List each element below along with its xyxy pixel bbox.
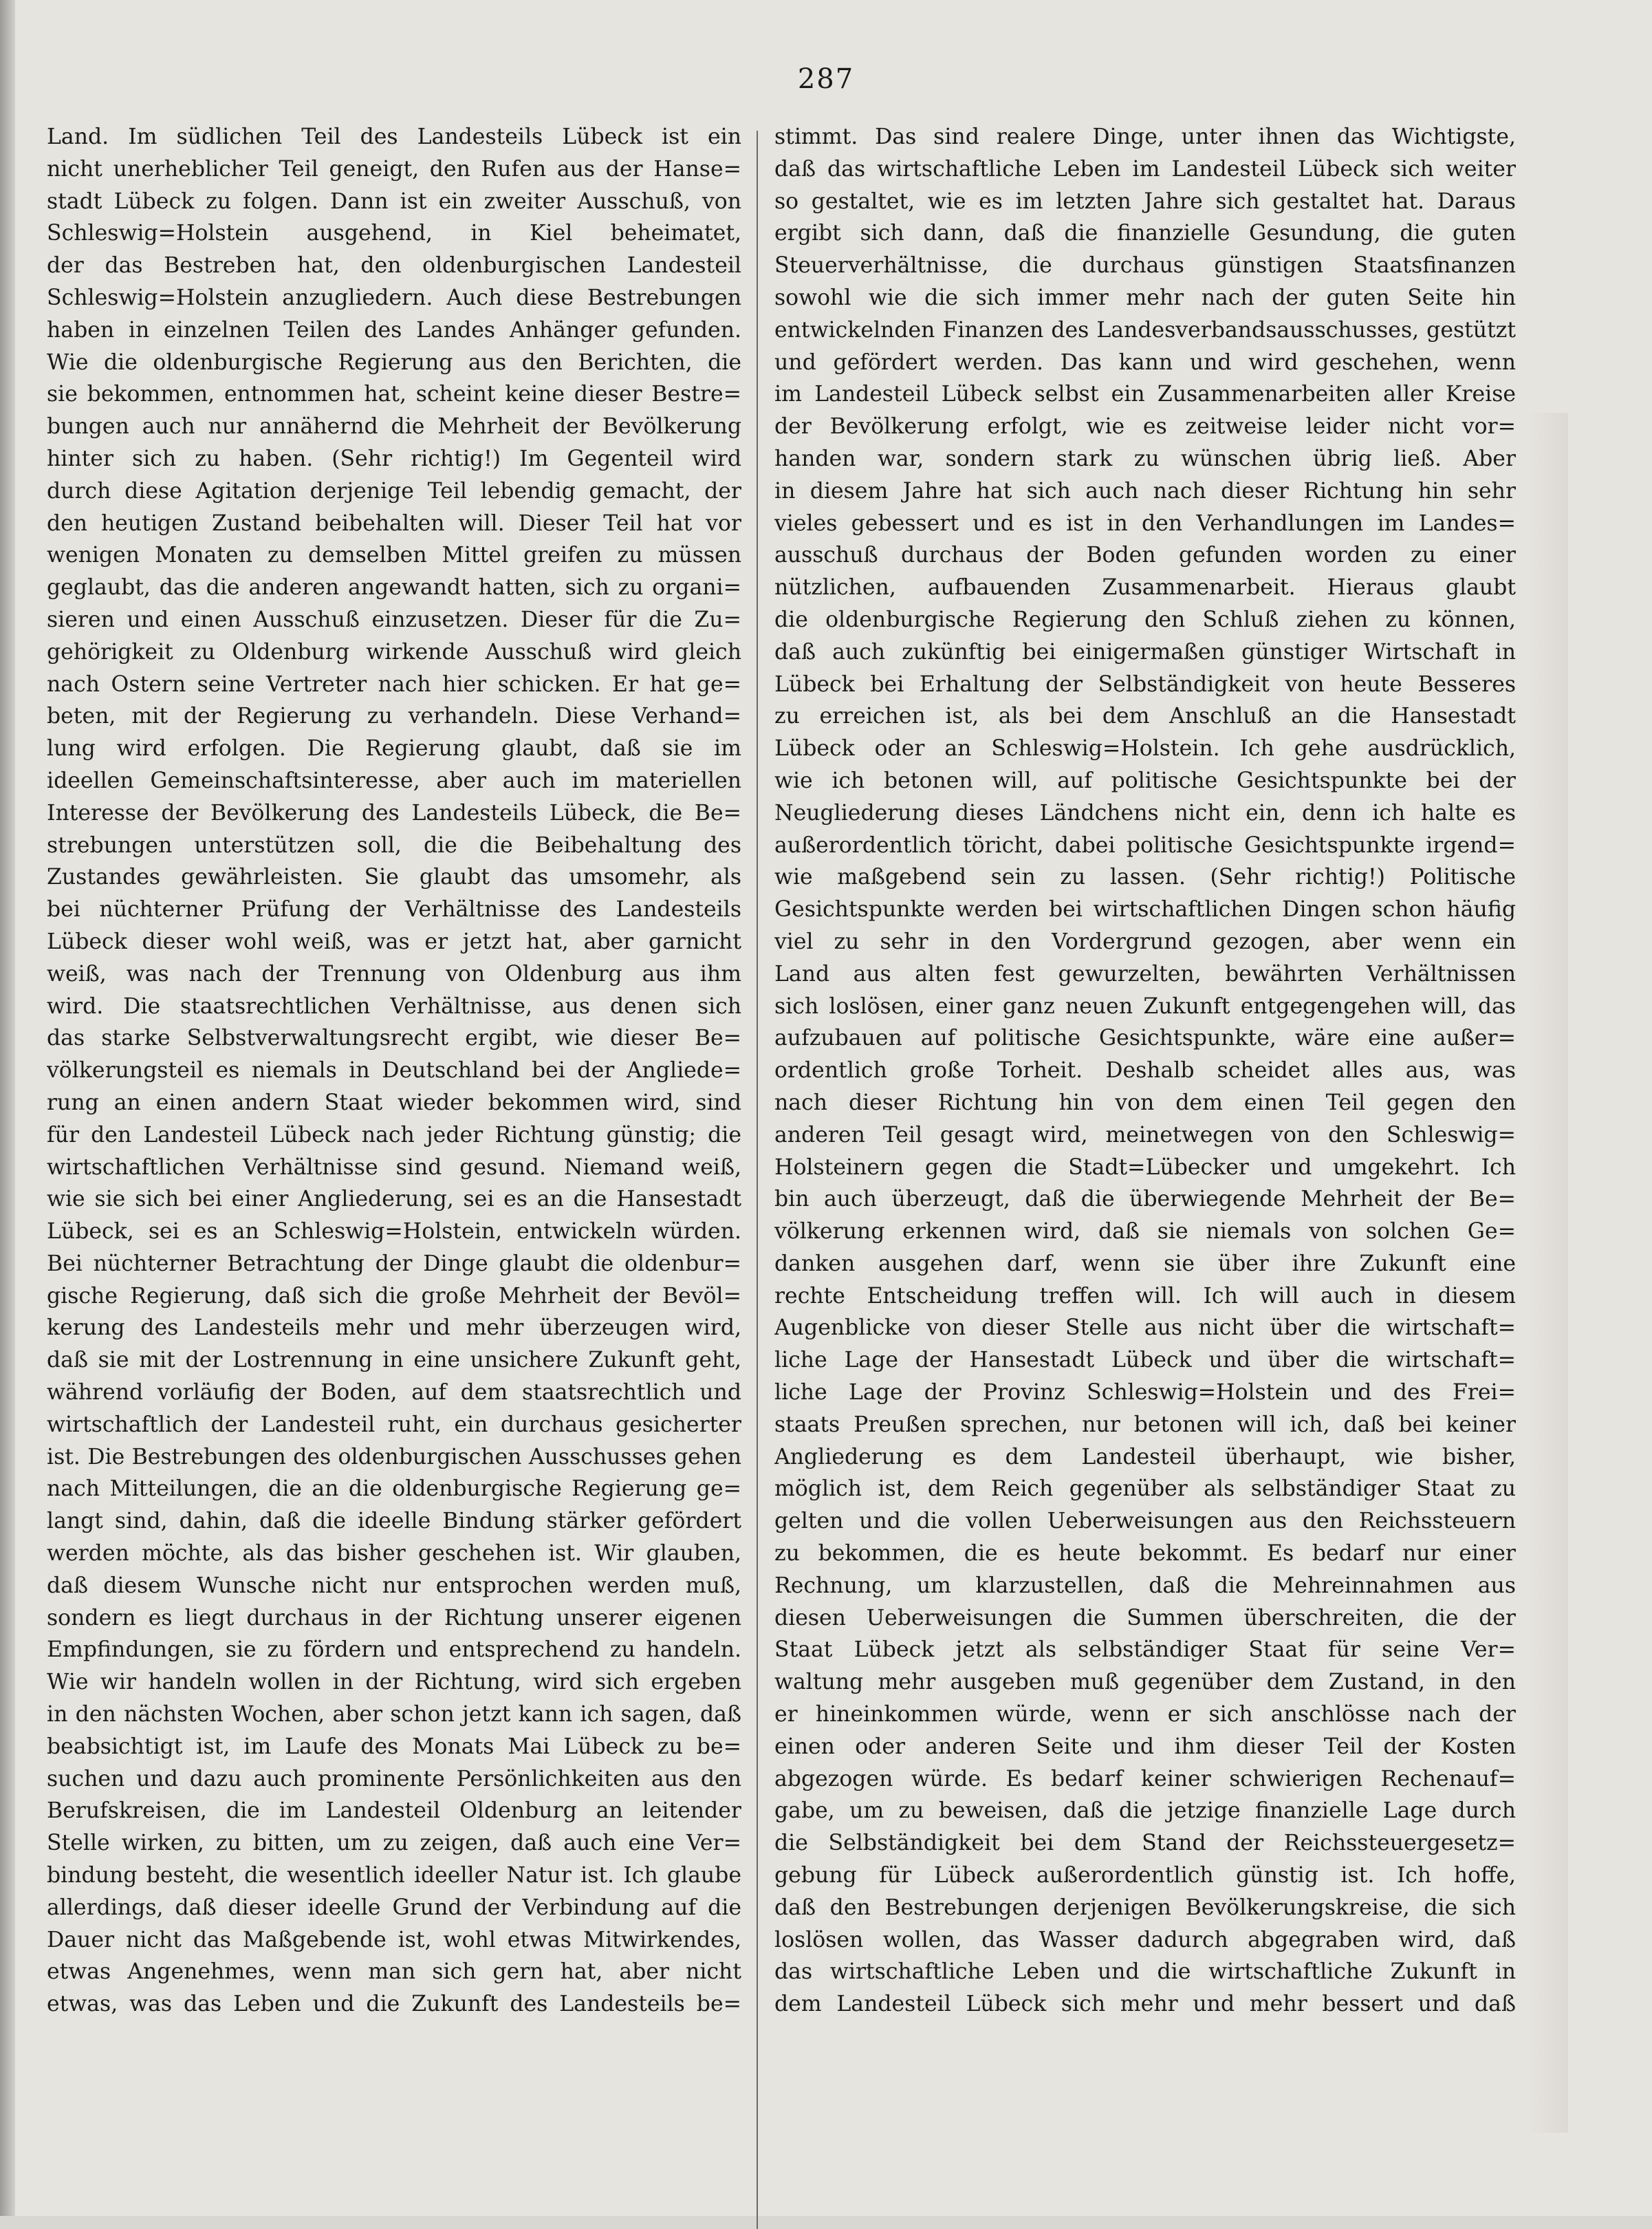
text-line: suchen und dazu auch prominente Persönlichkeiten aus den — [47, 1766, 741, 1791]
text-line: daß den Bestrebungen derjenigen Bevölkerungskreise, die sich — [774, 1895, 1516, 1920]
text-line: gabe, um zu beweisen, daß die jetzige finanzielle Lage durch — [774, 1798, 1516, 1824]
text-line: die Selbständigkeit bei dem Stand der Reichssteuergesetz= — [774, 1831, 1516, 1856]
text-line: daß auch zukünftig bei einigermaßen günstiger Wirtschaft in — [774, 639, 1516, 665]
text-line: werden möchte, als das bisher geschehen ist. Wir glauben, — [47, 1541, 741, 1566]
left-column — [47, 121, 741, 2021]
text-line: den heutigen Zustand beibehalten will. Dieser Teil hat vor — [47, 510, 741, 536]
text-line: geglaubt, das die anderen angewandt hatten, sich zu organi= — [47, 575, 741, 601]
text-line: nach Mitteilungen, die an die oldenburgische Regierung ge= — [47, 1476, 741, 1502]
text-line: vieles gebessert und es ist in den Verhandlungen im Landes= — [774, 510, 1516, 536]
text-line: einen oder anderen Seite und ihm dieser Teil der Kosten — [774, 1734, 1516, 1759]
text-line: Steuerverhältnisse, die durchaus günstigen Staatsfinanzen — [774, 253, 1516, 279]
text-line: ergibt sich dann, daß die finanzielle Gesundung, die guten — [774, 221, 1516, 246]
text-line: er hineinkommen würde, wenn er sich anschlösse nach der — [774, 1702, 1516, 1727]
text-line: liche Lage der Hansestadt Lübeck und über die wirtschaft= — [774, 1348, 1516, 1373]
text-line: außerordentlich töricht, dabei politische Gesichtspunkte irgend= — [774, 832, 1516, 858]
text-line: die oldenburgische Regierung den Schluß ziehen zu können, — [774, 607, 1516, 632]
column-divider — [757, 131, 758, 2229]
text-line: sieren und einen Ausschuß einzusetzen. Dieser für die Zu= — [47, 607, 741, 632]
text-line: wird. Die staatsrechtlichen Verhältnisse, aus denen sich — [47, 993, 741, 1019]
text-line: völkerungsteil es niemals in Deutschland bei der Angliede= — [47, 1058, 741, 1084]
text-line: Wie wir handeln wollen in der Richtung, wird sich ergeben — [47, 1670, 741, 1695]
text-line: Land. Im südlichen Teil des Landesteils Lübeck ist ein — [47, 125, 741, 149]
text-line: im Landesteil Lübeck selbst ein Zusammenarbeiten aller Kreise — [774, 382, 1516, 407]
text-line: völkerung erkennen wird, daß sie niemals von solchen Ge= — [774, 1219, 1516, 1245]
text-line: während vorläufig der Boden, auf dem staatsrechtlich und — [47, 1380, 741, 1406]
text-line: Berufskreisen, die im Landesteil Oldenburg an leitender — [47, 1798, 741, 1824]
text-line: allerdings, daß dieser ideelle Grund der Verbindung auf die — [47, 1895, 741, 1920]
text-line: staats Preußen sprechen, nur betonen will ich, daß bei keiner — [774, 1412, 1516, 1437]
text-line: daß diesem Wunsche nicht nur entsprochen werden muß, — [47, 1573, 741, 1598]
text-line: weiß, was nach der Trennung von Oldenburg aus ihm — [47, 961, 741, 987]
right-column — [774, 121, 1516, 2021]
text-line: sich loslösen, einer ganz neuen Zukunft entgegengehen will, das — [774, 993, 1516, 1019]
text-line: Lübeck, sei es an Schleswig=Holstein, entwickeln würden. — [47, 1219, 741, 1245]
text-line: sowohl wie die sich immer mehr nach der guten Seite hin — [774, 285, 1516, 310]
text-line: hinter sich zu haben. (Sehr richtig!) Im Gegenteil wird — [47, 446, 741, 471]
text-line: diesen Ueberweisungen die Summen überschreiten, die der — [774, 1605, 1516, 1630]
text-line: strebungen unterstützen soll, die die Beibehaltung des — [47, 832, 741, 858]
text-line: wirtschaftlich der Landesteil ruht, ein durchaus gesicherter — [47, 1412, 741, 1437]
text-line: ordentlich große Torheit. Deshalb scheidet alles aus, was — [774, 1058, 1516, 1084]
text-line: langt sind, dahin, daß die ideelle Bindung stärker gefördert — [47, 1509, 741, 1534]
text-line: gehörigkeit zu Oldenburg wirkende Ausschuß wird gleich — [47, 639, 741, 665]
text-line: wirtschaftlichen Verhältnisse sind gesund. Niemand weiß, — [47, 1154, 741, 1180]
text-line: wie maßgebend sein zu lassen. (Sehr richtig!) Politische — [774, 865, 1516, 890]
page-binding-shadow — [0, 0, 15, 2216]
text-line: daß sie mit der Lostrennung in eine unsichere Zukunft geht, — [47, 1348, 741, 1373]
text-line: nach dieser Richtung hin von dem einen Teil gegen den — [774, 1090, 1516, 1115]
text-line: wie ich betonen will, auf politische Gesichtspunkte bei der — [774, 768, 1516, 793]
text-line: Interesse der Bevölkerung des Landesteils Lübeck, die Be= — [47, 800, 741, 826]
text-line: etwas Angenehmes, wenn man sich gern hat, aber nicht — [47, 1959, 741, 1985]
text-line: sondern es liegt durchaus in der Richtung unserer eigenen — [47, 1605, 741, 1630]
text-line: abgezogen würde. Es bedarf keiner schwierigen Rechenauf= — [774, 1766, 1516, 1791]
text-line: lung wird erfolgen. Die Regierung glaubt, daß sie im — [47, 736, 741, 762]
text-line: kerung des Landesteils mehr und mehr überzeugen wird, — [47, 1315, 741, 1341]
text-line: ausschuß durchaus der Boden gefunden worden zu einer — [774, 543, 1516, 568]
text-line: waltung mehr ausgeben muß gegenüber dem Zustand, in den — [774, 1670, 1516, 1695]
text-line: Empfindungen, sie zu fördern und entsprechend zu handeln. — [47, 1637, 741, 1663]
text-line: nach Ostern seine Vertreter nach hier schicken. Er hat ge= — [47, 671, 741, 697]
text-line: in diesem Jahre hat sich auch nach dieser Richtung hin sehr — [774, 478, 1516, 504]
text-line: Schleswig=Holstein anzugliedern. Auch diese Bestrebungen — [47, 285, 741, 310]
text-line: Lübeck bei Erhaltung der Selbständigkeit von heute Besseres — [774, 671, 1516, 697]
text-line: gebung für Lübeck außerordentlich günstig ist. Ich hoffe, — [774, 1863, 1516, 1888]
text-line: wenigen Monaten zu demselben Mittel greifen zu müssen — [47, 543, 741, 568]
text-line: nicht unerheblicher Teil geneigt, den Rufen aus der Hanse= — [47, 156, 741, 182]
text-line: Zustandes gewährleisten. Sie glaubt das umsomehr, als — [47, 865, 741, 890]
text-line: entwickelnden Finanzen des Landesverbandsausschusses, gestützt — [774, 317, 1516, 343]
text-line: Rechnung, um klarzustellen, daß die Mehreinnahmen aus — [774, 1573, 1516, 1598]
text-line: rechte Entscheidung treffen will. Ich will auch in diesem — [774, 1283, 1516, 1309]
text-line: Augenblicke von dieser Stelle aus nicht über die wirtschaft= — [774, 1315, 1516, 1341]
text-line: dem Landesteil Lübeck sich mehr und mehr bessert und daß — [774, 1992, 1516, 2017]
text-line: Bei nüchterner Betrachtung der Dinge glaubt die oldenbur= — [47, 1251, 741, 1276]
text-line: haben in einzelnen Teilen des Landes Anhänger gefunden. — [47, 317, 741, 343]
page-number: 287 — [797, 63, 855, 95]
text-line: liche Lage der Provinz Schleswig=Holstein und des Frei= — [774, 1380, 1516, 1406]
text-line: Lübeck dieser wohl weiß, was er jetzt hat, aber garnicht — [47, 929, 741, 954]
text-line: zu bekommen, die es heute bekommt. Es bedarf nur einer — [774, 1541, 1516, 1566]
text-line: danken ausgehen darf, wenn sie über ihre Zukunft eine — [774, 1251, 1516, 1276]
text-line: und gefördert werden. Das kann und wird geschehen, wenn — [774, 349, 1516, 375]
text-line: gische Regierung, daß sich die große Mehrheit der Bevöl= — [47, 1283, 741, 1309]
text-line: das starke Selbstverwaltungsrecht ergibt, wie dieser Be= — [47, 1026, 741, 1051]
text-line: aufzubauen auf politische Gesichtspunkte, wäre eine außer= — [774, 1026, 1516, 1051]
text-line: der das Bestreben hat, den oldenburgischen Landesteil — [47, 253, 741, 279]
text-line: Lübeck oder an Schleswig=Holstein. Ich gehe ausdrücklich, — [774, 736, 1516, 762]
text-line: in den nächsten Wochen, aber schon jetzt kann ich sagen, daß — [47, 1702, 741, 1727]
text-line: bindung besteht, die wesentlich ideeller Natur ist. Ich glaube — [47, 1863, 741, 1888]
text-line: handen war, sondern stark zu wünschen übrig ließ. Aber — [774, 446, 1516, 471]
text-line: Angliederung es dem Landesteil überhaupt, wie bisher, — [774, 1444, 1516, 1469]
text-line: Holsteinern gegen die Stadt=Lübecker und umgekehrt. Ich — [774, 1154, 1516, 1180]
text-line: ideellen Gemeinschaftsinteresse, aber auch im materiellen — [47, 768, 741, 793]
text-line: stimmt. Das sind realere Dinge, unter ihnen das Wichtigste, — [774, 125, 1516, 149]
text-line: beabsichtigt ist, im Laufe des Monats Mai Lübeck zu be= — [47, 1734, 741, 1759]
text-line: viel zu sehr in den Vordergrund gezogen, aber wenn ein — [774, 929, 1516, 954]
text-line: das wirtschaftliche Leben und die wirtschaftliche Zukunft in — [774, 1959, 1516, 1985]
text-line: stadt Lübeck zu folgen. Dann ist ein zweiter Ausschuß, von — [47, 189, 741, 214]
text-line: anderen Teil gesagt wird, meinetwegen von den Schleswig= — [774, 1122, 1516, 1148]
text-line: Land aus alten fest gewurzelten, bewährten Verhältnissen — [774, 961, 1516, 987]
text-line: Staat Lübeck jetzt als selbständiger Staat für seine Ver= — [774, 1637, 1516, 1663]
paper-stain — [1527, 413, 1568, 2133]
text-line: durch diese Agitation derjenige Teil lebendig gemacht, der — [47, 478, 741, 504]
text-line: loslösen wollen, das Wasser dadurch abgegraben wird, daß — [774, 1927, 1516, 1952]
text-line: Neugliederung dieses Ländchens nicht ein, denn ich halte es — [774, 800, 1516, 826]
text-line: etwas, was das Leben und die Zukunft des Landesteils be= — [47, 1992, 741, 2017]
text-line: bin auch überzeugt, daß die überwiegende Mehrheit der Be= — [774, 1187, 1516, 1212]
text-line: der Bevölkerung erfolgt, wie es zeitweise leider nicht vor= — [774, 414, 1516, 440]
text-line: wie sie sich bei einer Angliederung, sei es an die Hansestadt — [47, 1187, 741, 1212]
text-line: so gestaltet, wie es im letzten Jahre sich gestaltet hat. Daraus — [774, 189, 1516, 214]
text-line: bungen auch nur annähernd die Mehrheit der Bevölkerung — [47, 414, 741, 440]
text-line: Wie die oldenburgische Regierung aus den Berichten, die — [47, 349, 741, 375]
text-line: Gesichtspunkte werden bei wirtschaftlichen Dingen schon häufig — [774, 897, 1516, 923]
text-line: bei nüchterner Prüfung der Verhältnisse des Landesteils — [47, 897, 741, 923]
text-line: beten, mit der Regierung zu verhandeln. Diese Verhand= — [47, 704, 741, 729]
text-line: daß das wirtschaftliche Leben im Landesteil Lübeck sich weiter — [774, 156, 1516, 182]
text-line: sie bekommen, entnommen hat, scheint keine dieser Bestre= — [47, 382, 741, 407]
text-line: zu erreichen ist, als bei dem Anschluß an die Hansestadt — [774, 704, 1516, 729]
text-line: Stelle wirken, zu bitten, um zu zeigen, daß auch eine Ver= — [47, 1831, 741, 1856]
text-line: gelten und die vollen Ueberweisungen aus den Reichssteuern — [774, 1509, 1516, 1534]
text-line: möglich ist, dem Reich gegenüber als selbständiger Staat zu — [774, 1476, 1516, 1502]
text-line: Schleswig=Holstein ausgehend, in Kiel beheimatet, — [47, 221, 741, 246]
text-line: ist. Die Bestrebungen des oldenburgischen Ausschusses gehen — [47, 1444, 741, 1469]
text-line: rung an einen andern Staat wieder bekommen wird, sind — [47, 1090, 741, 1115]
text-line: nützlichen, aufbauenden Zusammenarbeit. Hieraus glaubt — [774, 575, 1516, 601]
text-line: Dauer nicht das Maßgebende ist, wohl etwas Mitwirkendes, — [47, 1927, 741, 1952]
text-line: für den Landesteil Lübeck nach jeder Richtung günstig; die — [47, 1122, 741, 1148]
